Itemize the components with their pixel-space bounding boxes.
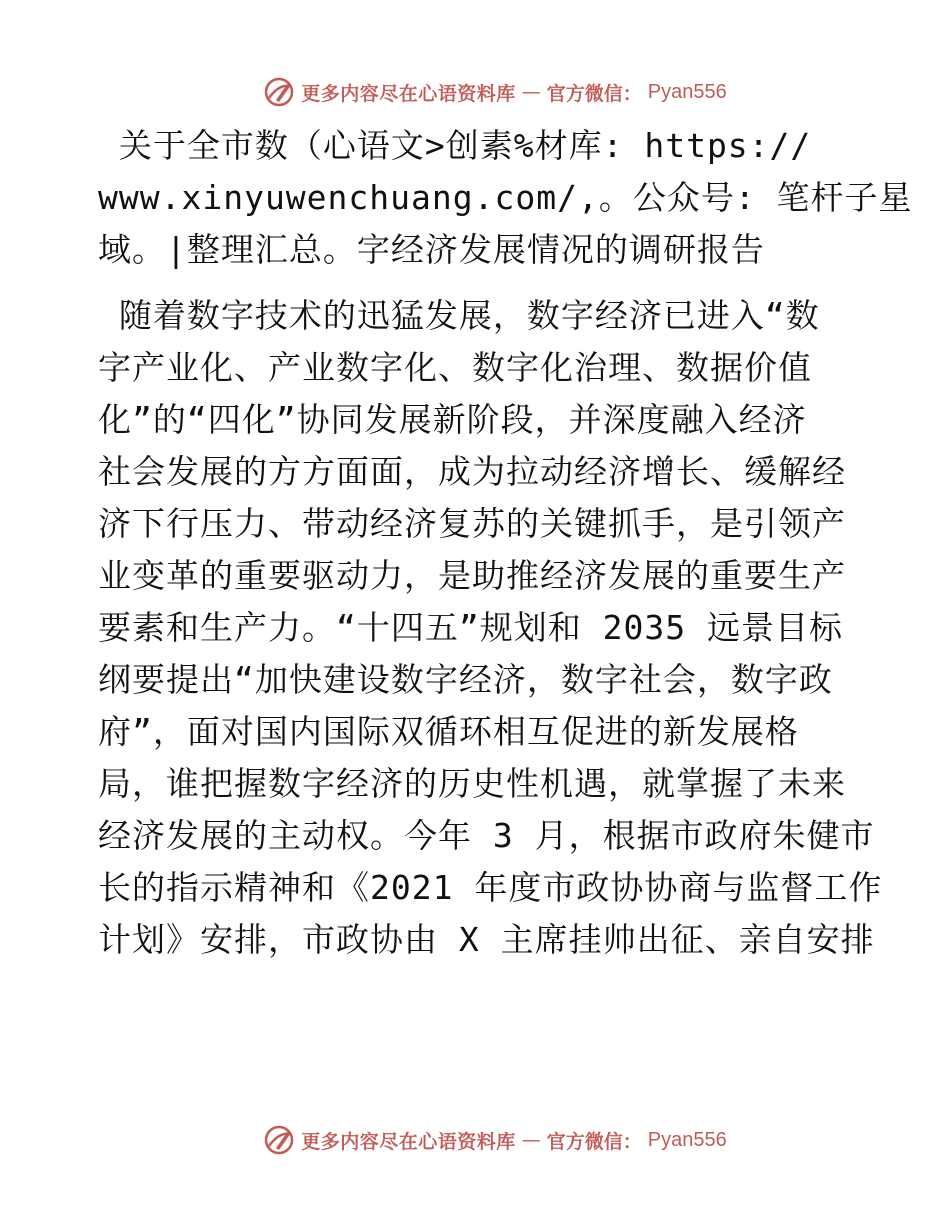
footer-banner	[0, 1120, 950, 1160]
body-line: 随着数字技术的迅猛发展，数字经济已进入“数	[98, 296, 820, 335]
body-line: 字产业化、产业数字化、数字化治理、数据价值	[98, 348, 812, 387]
header-banner-content	[223, 76, 727, 108]
body-line: 化”的“四化”协同发展新阶段，并深度融入经济	[98, 400, 807, 439]
body-paragraph	[98, 290, 883, 966]
footer-banner-label: 官方微信：	[546, 1130, 642, 1153]
header-banner-wechat-id: Pyan556	[647, 80, 727, 103]
header-banner-separator: —	[521, 81, 541, 103]
document-body	[98, 120, 913, 966]
body-line: 社会发展的方方面面，成为拉动经济增长、缓解经	[98, 452, 846, 491]
footer-banner-separator: —	[521, 1129, 541, 1151]
pen-logo-icon	[263, 1124, 295, 1156]
footer-banner-content	[223, 1124, 727, 1156]
header-banner-text: 更多内容尽在心语资料库	[301, 82, 516, 105]
title-line: www.xinyuwenchuang.com/,。公众号: 笔杆子星	[98, 178, 913, 217]
title-line: 域。|整理汇总。字经济发展情况的调研报告	[98, 230, 765, 269]
body-line: 计划》安排，市政协由 X 主席挂帅出征、亲自安排	[98, 920, 875, 959]
body-line: 纲要提出“加快建设数字经济，数字社会，数字政	[98, 660, 833, 699]
header-banner-label: 官方微信：	[546, 82, 642, 105]
body-line: 业变革的重要驱动力，是助推经济发展的重要生产	[98, 556, 846, 595]
body-line: 济下行压力、带动经济复苏的关键抓手，是引领产	[98, 504, 846, 543]
header-banner	[0, 72, 950, 112]
body-line: 要素和生产力。“十四五”规划和 2035 远景目标	[98, 608, 843, 647]
footer-banner-text: 更多内容尽在心语资料库	[301, 1130, 516, 1153]
pen-logo-icon	[263, 76, 295, 108]
body-line: 局，谁把握数字经济的历史性机遇，就掌握了未来	[98, 764, 846, 803]
body-line: 长的指示精神和《2021 年度市政协协商与监督工作	[98, 868, 883, 907]
title-line: 关于全市数（心语文>创素%材库: https://	[98, 126, 812, 165]
body-line: 府”，面对国内国际双循环相互促进的新发展格	[98, 712, 799, 751]
document-title	[98, 120, 913, 276]
footer-banner-wechat-id: Pyan556	[647, 1128, 727, 1151]
body-line: 经济发展的主动权。今年 3 月，根据市政府朱健市	[98, 816, 875, 855]
